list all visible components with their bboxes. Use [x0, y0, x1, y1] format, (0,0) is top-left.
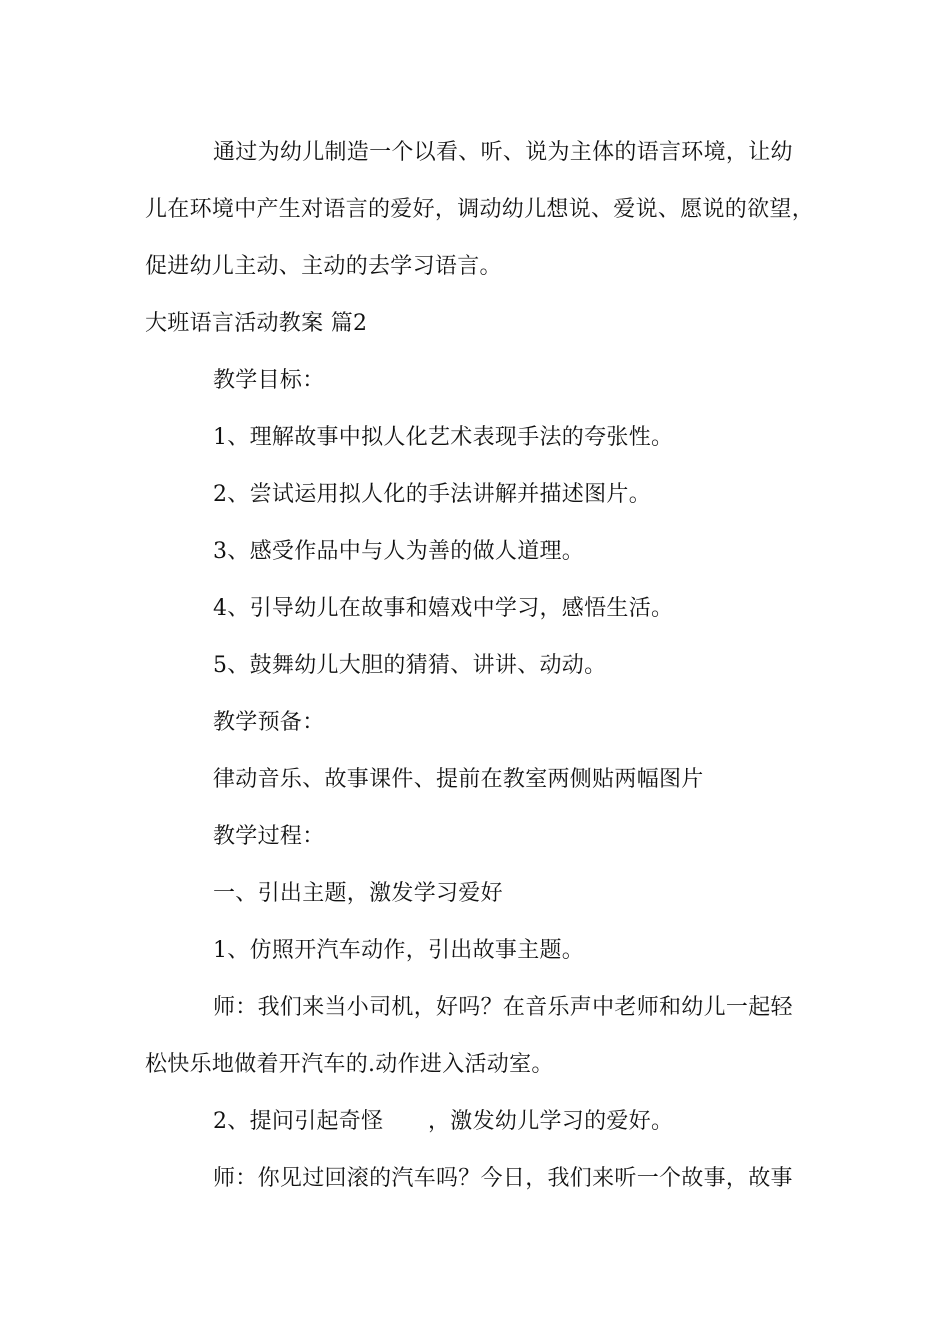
goal-item-2: 2、尝试运用拟人化的手法讲解并描述图片。	[213, 482, 651, 507]
paragraph-line-2: 儿在环境中产生对语言的爱好，调动幼儿想说、爱说、愿说的欲望，	[145, 197, 815, 222]
process-substep-1: 1、仿照开汽车动作，引出故事主题。	[213, 938, 585, 963]
goal-item-3: 3、感受作品中与人为善的做人道理。	[213, 539, 585, 564]
goal-item-4: 4、引导幼儿在故事和嬉戏中学习，感悟生活。	[213, 596, 674, 621]
teacher-line-1-cont: 松快乐地做着开汽车的.动作进入活动室。	[145, 1052, 554, 1077]
goal-item-1: 1、理解故事中拟人化艺术表现手法的夸张性。	[213, 425, 674, 450]
heading-preparation: 教学预备：	[213, 710, 325, 735]
process-step-1: 一、引出主题，激发学习爱好	[213, 881, 503, 906]
preparation-text: 律动音乐、故事课件、提前在教室两侧贴两幅图片	[213, 767, 704, 792]
goal-item-5: 5、鼓舞幼儿大胆的猜猜、讲讲、动动。	[213, 653, 607, 678]
teacher-line-2: 师：你见过回滚的汽车吗？今日，我们来听一个故事，故事	[213, 1166, 793, 1191]
paragraph-line-3: 促进幼儿主动、主动的去学习语言。	[145, 254, 502, 279]
teacher-line-1: 师：我们来当小司机，好吗？在音乐声中老师和幼儿一起轻	[213, 995, 793, 1020]
heading-process: 教学过程：	[213, 824, 325, 849]
process-substep-2: 2、提问引起奇怪 ，激发幼儿学习的爱好。	[213, 1109, 674, 1134]
paragraph-line-1: 通过为幼儿制造一个以看、听、说为主体的语言环境，让幼	[213, 140, 793, 165]
section-heading: 大班语言活动教案 篇2	[145, 311, 368, 336]
heading-teaching-goals: 教学目标：	[213, 368, 325, 393]
